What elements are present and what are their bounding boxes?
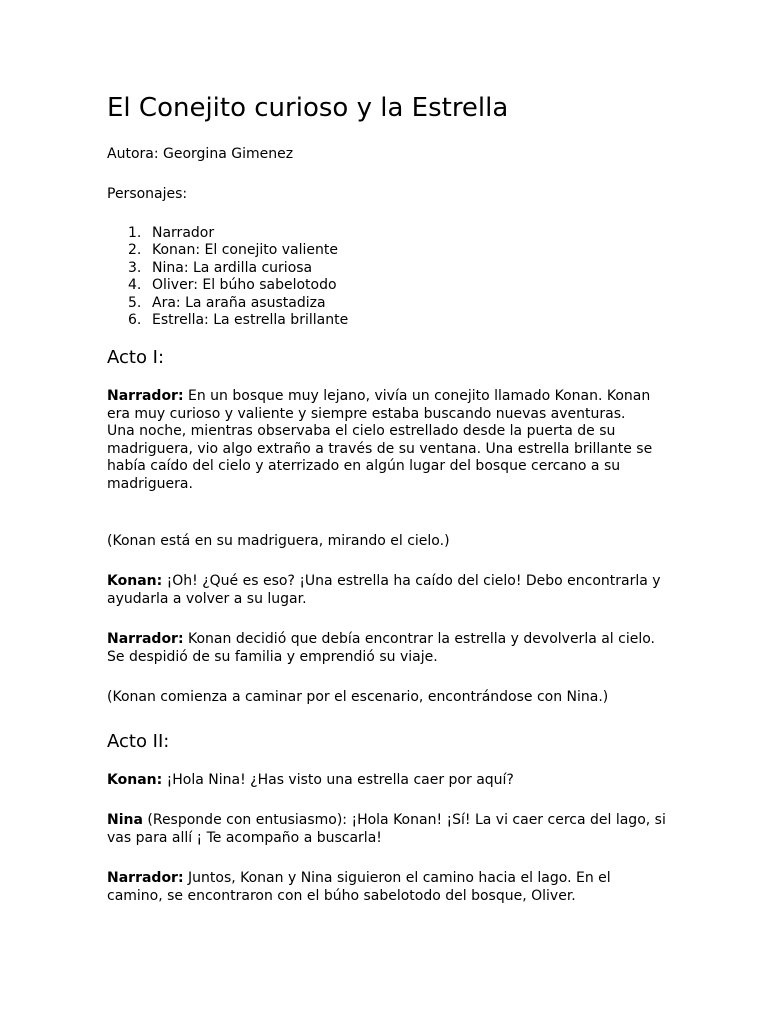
list-item-text: Estrella: La estrella brillante — [152, 312, 349, 329]
speaker-label: Narrador: — [107, 870, 184, 886]
act-1-paragraph-2 — [107, 573, 667, 608]
speaker-label: Narrador: — [107, 388, 184, 404]
characters-list — [107, 225, 348, 329]
speaker-label: Konan: — [107, 772, 163, 788]
act-2-heading: Acto II: — [107, 731, 170, 752]
paragraph-text: ¡Hola Nina! ¿Has visto una estrella caer por aquí? — [162, 772, 514, 788]
list-number: 1. — [128, 225, 142, 241]
paragraph-text: En un bosque muy lejano, vivía un conejito llamado Konan. Konan era muy curioso y valiente y siempre estaba buscando nuevas aventuras. — [107, 388, 651, 422]
list-item-text: Narrador — [152, 225, 215, 241]
list-number: 4. — [128, 277, 142, 294]
list-number: 6. — [128, 312, 142, 329]
author-line: Autora: Georgina Gimenez — [107, 146, 294, 162]
list-item-text: Nina: La ardilla curiosa — [152, 259, 313, 276]
paragraph-text: Juntos, Konan y Nina siguieron el camino hacia el lago. En el camino, se encontraron con el búho sabelotodo del bosque, Oliver. — [107, 870, 611, 904]
speaker-label: Narrador: — [107, 631, 184, 647]
act-2-paragraph-1 — [107, 772, 667, 790]
list-item — [107, 225, 348, 242]
list-item-text: Oliver: El búho sabelotodo — [152, 277, 337, 294]
paragraph-text: Una noche, mientras observaba el cielo estrellado desde la puerta de su madriguera, vio algo extraño a través de su ventana. Una estrella brillante se había caído del cielo y aterrizado en algún lugar del bosque cercano a su madriguera. — [107, 423, 653, 492]
list-number: 3. — [128, 259, 142, 276]
act-2-paragraph-2 — [107, 812, 667, 847]
paragraph-text: (Responde con entusiasmo): ¡Hola Konan! ¡Sí! La vi caer cerca del lago, si vas para allí ¡ Te acompaño a buscarla! — [107, 812, 666, 846]
list-item — [107, 242, 348, 259]
act-1-paragraph-1 — [107, 388, 667, 493]
list-item — [107, 312, 348, 329]
act-1-paragraph-3 — [107, 631, 667, 666]
list-item-text: Ara: La araña asustadiza — [152, 294, 326, 311]
list-item-text: Konan: El conejito valiente — [152, 242, 338, 259]
act-2-paragraph-3 — [107, 870, 667, 905]
list-number: 5. — [128, 294, 142, 311]
list-item — [107, 295, 348, 312]
paragraph-text: ¡Oh! ¿Qué es eso? ¡Una estrella ha caído del cielo! Debo encontrarla y ayudarla a volver a su lugar. — [107, 573, 661, 607]
list-number: 2. — [128, 242, 142, 259]
act-1-stage-direction-1: (Konan está en su madriguera, mirando el cielo.) — [107, 533, 450, 549]
list-item — [107, 277, 348, 294]
act-1-stage-direction-2: (Konan comienza a caminar por el escenario, encontrándose con Nina.) — [107, 689, 609, 705]
act-1-heading: Acto I: — [107, 347, 165, 368]
characters-heading: Personajes: — [107, 186, 188, 202]
speaker-label: Nina — [107, 812, 143, 828]
document-title: El Conejito curioso y la Estrella — [107, 93, 509, 123]
speaker-label: Konan: — [107, 573, 163, 589]
paragraph-text: Konan decidió que debía encontrar la estrella y devolverla al cielo. Se despidió de su familia y emprendió su viaje. — [107, 631, 656, 665]
list-item — [107, 260, 348, 277]
